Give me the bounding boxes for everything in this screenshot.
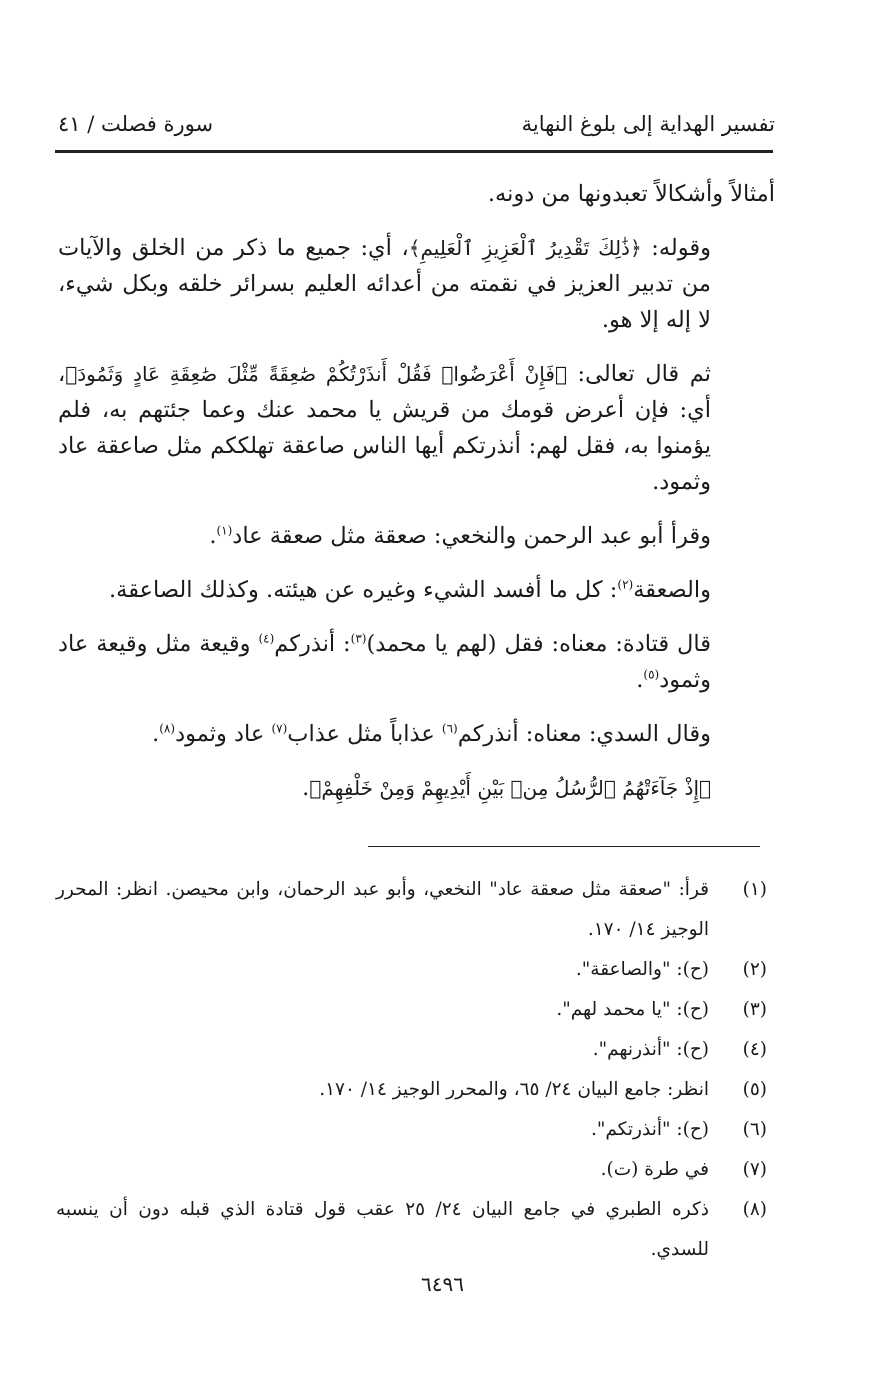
quran-verse: ﴿فَإِنْ أَعْرَضُوا۟ فَقُلْ أَنذَرْتُكُمْ صَٰعِقَةً مِّثْلَ صَٰعِقَةِ عَادٍ وَثَمُودَ﴾ — [65, 362, 567, 386]
page-number: ٦٤٩٦ — [421, 1272, 464, 1296]
footnote-text: (ح): "يا محمد لهم". — [556, 999, 709, 1020]
footnote-ref[interactable]: (٧) — [271, 721, 288, 736]
surah-label: سورة فصلت / ٤١ — [58, 112, 214, 136]
footnote — [56, 1190, 767, 1270]
paragraph-7: وقال السدي: معناه: أنذركم$^{(٦)}$ عذاباً مثل عذاب$^{(٧)}$ عاد وثمود$^{(٨)}$. — [152, 721, 711, 747]
footnote-text: في طرة (ت). — [600, 1159, 709, 1180]
footnote-number: (٣) — [742, 999, 767, 1020]
footnote-ref[interactable]: (٣) — [350, 631, 367, 646]
book-title: تفسير الهداية إلى بلوغ النهاية — [521, 112, 775, 136]
footnote-number: (٦) — [742, 1119, 767, 1140]
footnote — [56, 990, 767, 1030]
footnote — [56, 1150, 767, 1190]
footnote-ref[interactable]: (٦) — [441, 721, 458, 736]
footnote-ref[interactable]: (٢) — [617, 577, 634, 592]
footnote-ref[interactable]: (١) — [216, 523, 233, 538]
footnote-number: (٨) — [742, 1199, 767, 1220]
paragraph-3: ثم قال تعالى: ﴿فَإِنْ أَعْرَضُوا۟ فَقُلْ أَنذَرْتُكُمْ صَٰعِقَةً مِّثْلَ صَٰعِقَةِ عَادٍ وَثَمُودَ﴾، أي: فإن أعرض قومك من قريش يا محمد عنك وعما جئتهم به، فلم يؤمنوا به، فقل لهم: أنذرتكم أيها الناس صاعقة تهلككم مثل صاعقة عاد وثمود. — [58, 361, 711, 495]
footnote — [56, 1030, 767, 1070]
paragraph-1: أمثالاً وأشكالاً تعبدونها من دونه. — [487, 181, 775, 207]
footnote-ref[interactable]: (٤) — [258, 631, 275, 646]
footnote-number: (٢) — [742, 959, 767, 980]
footnote-number: (١) — [742, 879, 767, 900]
footnote-separator — [368, 846, 760, 847]
footnote-ref[interactable]: (٥) — [643, 667, 660, 682]
main-text — [58, 176, 775, 806]
quran-verse: ﴿إِذْ جَآءَتْهُمُ ٱلرُّسُلُ مِنۢ بَيْنِ أَيْدِيهِمْ وَمِنْ خَلْفِهِمْ﴾ — [309, 776, 711, 800]
footnote-number: (٧) — [742, 1159, 767, 1180]
paragraph-6: قال قتادة: معناه: فقل (لهم يا محمد)$^{(٣)}$: أنذركم$^{(٤)}$ وقيعة مثل وقيعة عاد وثمود$^{(٥)}$. — [58, 631, 711, 693]
footnote-number: (٥) — [742, 1079, 767, 1100]
footnote-ref[interactable]: (٨) — [159, 721, 176, 736]
footnote-number: (٤) — [742, 1039, 767, 1060]
footnote — [56, 1110, 767, 1150]
footnote-text: انظر: جامع البيان ٢٤/ ٦٥، والمحرر الوجيز ١٤/ ١٧٠. — [319, 1079, 709, 1100]
footnote-text: (ح): "والصاعقة". — [575, 959, 709, 980]
footnote-text: (ح): "أنذرنهم". — [592, 1039, 709, 1060]
footnote-text: قرأ: "صعقة مثل صعقة عاد" النخعي، وأبو عبد الرحمان، وابن محيصن. انظر: المحرر الوجيز ١٤/ ١٧٠. — [56, 879, 709, 940]
footnote — [56, 950, 767, 990]
paragraph-4: وقرأ أبو عبد الرحمن والنخعي: صعقة مثل صعقة عاد$^{(١)}$. — [209, 523, 711, 549]
footnote-text: ذكره الطبري في جامع البيان ٢٤/ ٢٥ عقب قول قتادة الذي قبله دون أن ينسبه للسدي. — [56, 1199, 710, 1260]
footnote-text: (ح): "أنذرتكم". — [590, 1119, 709, 1140]
quran-verse: ﴿ذَٰلِكَ تَقْدِيرُ ٱلْعَزِيزِ ٱلْعَلِيمِ﴾ — [408, 236, 642, 260]
footnotes — [56, 870, 767, 1270]
footnote — [56, 1070, 767, 1110]
header-rule — [55, 150, 773, 153]
running-header — [58, 112, 775, 148]
paragraph-5: والصعقة$^{(٢)}$: كل ما أفسد الشيء وغيره عن هيئته. وكذلك الصاعقة. — [109, 577, 711, 603]
footnote — [56, 870, 767, 950]
paragraph-8: ﴿إِذْ جَآءَتْهُمُ ٱلرُّسُلُ مِنۢ بَيْنِ أَيْدِيهِمْ وَمِنْ خَلْفِهِمْ﴾. — [302, 775, 711, 801]
paragraph-2: وقوله: ﴿ذَٰلِكَ تَقْدِيرُ ٱلْعَزِيزِ ٱلْعَلِيمِ﴾، أي: جميع ما ذكر من الخلق والآيات من تدبير العزيز في نقمته من أعدائه العليم بسرائر خلقه وبكل شيء، لا إله إلا هو. — [58, 235, 711, 333]
